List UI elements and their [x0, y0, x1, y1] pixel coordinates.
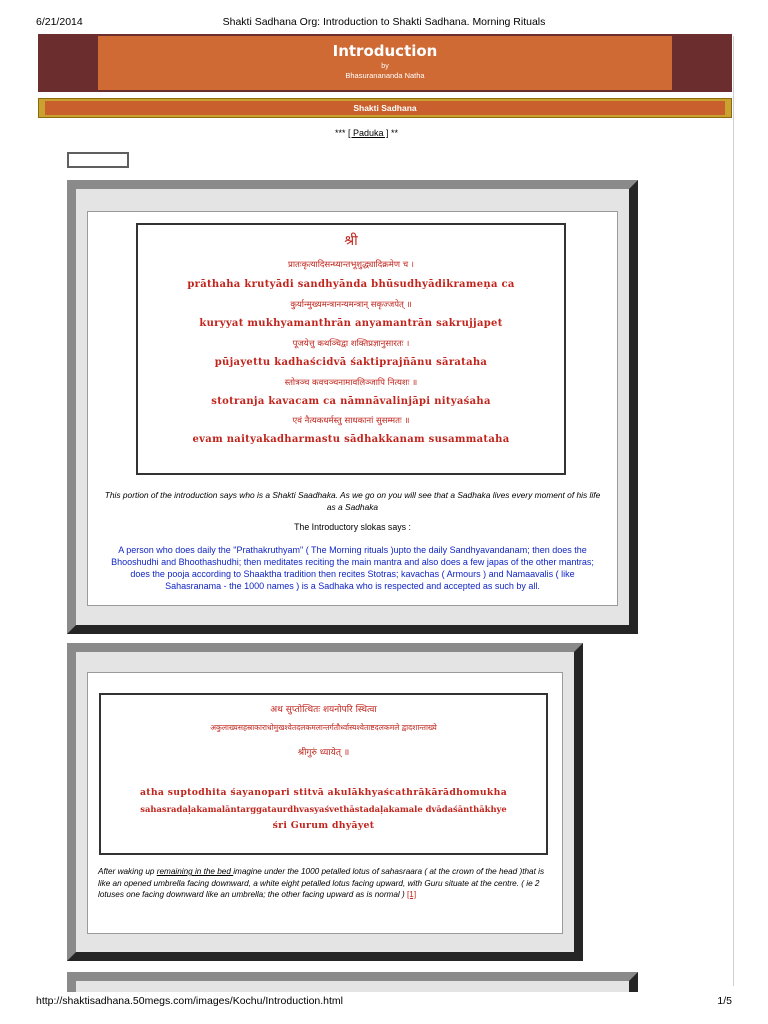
- paduka-link[interactable]: [ Paduka ]: [347, 128, 389, 138]
- sloka-box-1: [136, 223, 566, 475]
- sloka-devanagari-line: अथ सुप्तोत्थितः शयनोपरि स्थित्वा: [270, 705, 377, 715]
- sloka-devanagari-line: एवं नैत्यकधर्मस्तु साधकानां सुसम्मतः ॥: [292, 416, 410, 426]
- sloka-transliteration-line: kuryyat mukhyamanthrān anyamantrān sakrujjapet: [199, 318, 503, 329]
- section1-caption: This portion of the introduction says who is a Shakti Saadhaka. As we go on you will see that a Sadhaka lives every moment of his life as a Sadhaka: [104, 490, 601, 512]
- print-date: 6/21/2014: [36, 16, 83, 28]
- sloka-box-2: [99, 693, 548, 855]
- caption-text: imagine under the 1000 petalled lotus of sahasraara ( at the crown of the head )that is like an opened umbrella facing downward, a white eight petalled lotus facing upward, with Guru situate at the centre. ( ie 2 lotuses one facing downward like an umbrella; the other facing upward as is normal ): [98, 867, 545, 899]
- byline-author: Bhasuranananda Natha: [345, 71, 425, 80]
- sloka-transliteration-line: prāthaha krutyādi sandhyānda bhūsudhyādikrameṇa ca: [187, 279, 515, 290]
- sloka-devanagari-line: अकुलाख्यसहस्राकाराधोमुखश्वेतदलकमलान्तर्गतौर्ध्वास्यश्वेताष्टदलकमले द्वादशान्ताख्ये: [210, 723, 437, 732]
- site-name-label: Shakti Sadhana: [45, 101, 725, 115]
- footnote-link[interactable]: [1]: [407, 890, 417, 899]
- sloka-devanagari-line: प्रातःकृत्यादिसन्ध्यान्तभूशुद्ध्यादिक्रमेण च ।: [287, 260, 415, 270]
- section2-caption: [98, 866, 554, 901]
- sloka-transliteration-line: śri Gurum dhyāyet: [272, 820, 375, 831]
- caption-text: After waking up: [98, 867, 157, 876]
- page-title: Introduction: [332, 42, 438, 60]
- section-frame-1: [67, 180, 638, 634]
- paduka-suffix: **: [388, 128, 399, 138]
- sloka-devanagari-line: पूजयेत्तु कथञ्चिद्वा शक्तिप्रज्ञानुसारतः ।: [292, 339, 410, 349]
- sloka-devanagari-line: कुर्यान्मुख्यमन्त्रानन्यमन्त्रान् सकृज्जपेत् ॥: [290, 300, 412, 310]
- sloka-explanation: A person who does daily the "Prathakruthyam" ( The Morning rituals )upto the daily Sandhyavandanam; then does the Bhooshudhi and Bhoothashudhi; then meditates reciting the main mantra and also does a few japas of the other mantras; does the pooja according to Shaaktha tradition then recites Stotras; kavachas ( Armours ) and Namaavalis ( like Sahasranama - the 1000 names ) is a Sadhaka who is respected and accepted as such by all.: [111, 545, 594, 591]
- byline-by: by: [381, 63, 389, 70]
- sloka-devanagari-line: श्रीगुरुं ध्यायेत् ॥: [297, 748, 350, 758]
- print-page-number: 1/5: [717, 995, 732, 1007]
- print-header: [36, 16, 732, 30]
- sloka-transliteration-line: stotranja kavacam ca nāmnāvalinjāpi nityaśaha: [211, 396, 491, 407]
- sloka-transliteration-line: atha suptodhita śayanopari stitvā akulākhyaścathrākārādhomukha: [139, 787, 508, 798]
- paduka-line: [0, 128, 733, 138]
- print-url: http://shaktisadhana.50megs.com/images/Kochu/Introduction.html: [36, 995, 344, 1007]
- section-panel-2: [87, 672, 563, 934]
- print-footer: [36, 995, 732, 1009]
- site-name-bar: [38, 98, 732, 118]
- small-empty-box: [67, 152, 129, 168]
- sloka-transliteration-line: pūjayettu kadhaścidvā śaktiprajñānu sārataha: [214, 357, 488, 368]
- title-banner: [38, 34, 732, 92]
- section-panel-1: [87, 211, 618, 606]
- title-banner-center: [98, 36, 672, 90]
- page-right-border: [733, 36, 734, 986]
- section-frame-2: [67, 643, 583, 961]
- caption-underlined-text: remaining in the bed: [156, 867, 234, 876]
- sloka-transliteration-line: sahasradaḷakamalāntarggataurdhvasyaśvethāstadaḷakamale dvādaśānthākhye: [140, 804, 507, 814]
- sri-heading: श्री: [344, 233, 358, 249]
- introductory-slokas-heading: The Introductory slokas says :: [294, 522, 411, 532]
- paduka-prefix: ***: [334, 128, 348, 138]
- section-frame-3: [67, 972, 638, 992]
- sloka-transliteration-line: evam naityakadharmastu sādhakkanam susammataha: [192, 434, 510, 445]
- sloka-devanagari-line: स्तोत्रञ्च कवचञ्चनामावलिञ्जापि नित्यशः ॥: [284, 378, 418, 388]
- print-page-title: Shakti Sadhana Org: Introduction to Shakti Sadhana. Morning Rituals: [222, 16, 546, 28]
